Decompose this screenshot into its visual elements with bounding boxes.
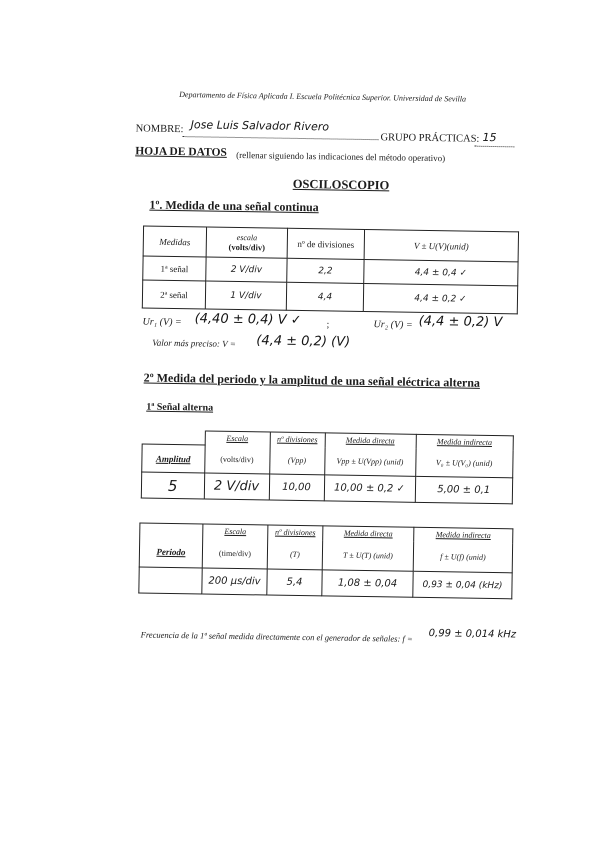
section1-title: 1º. Medida de una señal continua (149, 197, 319, 215)
header-medidas: Medidas (143, 226, 206, 257)
nombre-dotted-line (182, 136, 378, 140)
per-indirecta-unit: f ± U(f) (unid) (413, 541, 512, 573)
section2-subtitle: 1ª Señal alterna (146, 401, 214, 414)
semicolon: ; (326, 319, 330, 331)
ur2-label: Ur₂ (V) = (373, 319, 413, 331)
row1-valor: 4,4 ± 0,4 ✓ (364, 259, 518, 285)
amp-header-directa: Medida directa (325, 433, 416, 448)
amp-header-indirecta: Medida indirecta (416, 434, 514, 450)
amp-ndiv-unit: (Vpp) (269, 446, 324, 475)
amp-header-escala: Escala (205, 431, 270, 446)
header-escala-unit: (volts/div) (228, 241, 266, 253)
period-table (138, 522, 513, 599)
row1-label: 1ª señal (143, 256, 206, 281)
per-value-escala: 200 µs/div (202, 568, 267, 595)
row2-valor: 4,4 ± 0,2 ✓ (363, 283, 517, 313)
row1-escala: 2 V/div (206, 257, 287, 282)
header-divisiones: nº de divisiones (287, 228, 364, 259)
row2-escala: 1 V/div (205, 281, 286, 310)
amp-row-label: Amplitud (142, 444, 205, 473)
amp-directa-unit: Vpp ± U(Vpp) (unid) (324, 447, 415, 476)
ur1-label: Ur₁ (V) = (142, 316, 182, 329)
per-value-empty (139, 567, 202, 594)
per-ndiv-unit: (T) (267, 539, 322, 570)
freq-value: 0,99 ± 0,014 kHz (428, 628, 517, 641)
amp-value-indirecta: 5,00 ± 0,1 (415, 476, 513, 504)
per-empty-corner (140, 523, 203, 538)
per-value-directa: 1,08 ± 0,04 (322, 570, 413, 597)
per-value-indirecta: 0,93 ± 0,04 (kHz) (413, 571, 512, 599)
amp-indirecta-unit: V₀ ± U(V₀) (unid) (415, 448, 513, 478)
amplitude-table (141, 430, 514, 505)
ur1-value: (4,40 ± 0,4) V ✓ (194, 311, 302, 329)
row2-divisiones: 4,4 (286, 282, 363, 311)
per-escala-unit: (time/div) (202, 538, 267, 569)
row2-label: 2ª señal (142, 280, 205, 309)
hoja-note: (rellenar siguiendo las indicaciones del método operativo) (236, 149, 446, 164)
precise-value: (4,4 ± 0,2) (V) (256, 333, 351, 350)
amp-value-label: 5 (141, 472, 204, 499)
table-row (142, 280, 517, 314)
header-escala-label: escala (236, 232, 258, 243)
ur2-value: (4,4 ± 0,2) V (418, 313, 503, 331)
grupo-label: GRUPO PRÁCTICAS: (380, 132, 480, 145)
amp-value-ndiv: 10,00 (269, 474, 324, 501)
nombre-label: NOMBRE: (135, 123, 184, 136)
per-directa-unit: T ± U(T) (unid) (322, 540, 413, 571)
main-title: OSCILOSCOPIO (292, 176, 390, 193)
amp-value-escala: 2 V/div (204, 473, 269, 500)
per-value-ndiv: 5,4 (267, 569, 322, 596)
amp-header-ndiv: nº divisiones (270, 432, 325, 447)
grupo-value: 15 (482, 130, 497, 145)
amp-escala-unit: (volts/div) (204, 445, 269, 474)
table-row (141, 472, 512, 504)
section2-title: 2º Medida del periodo y la amplitud de una señal eléctrica alterna (143, 370, 481, 390)
per-header-ndiv: nº divisiones (268, 525, 323, 540)
row1-divisiones: 2,2 (287, 258, 364, 283)
dc-signal-table (142, 226, 519, 315)
header-valor: V ± U(V)(unid) (364, 229, 518, 261)
department-header: Departamento de Física Aplicada I. Escuela Politécnica Superior. Universidad de Sevilla (179, 90, 467, 104)
per-header-indirecta: Medida indirecta (414, 527, 513, 543)
header-escala (206, 227, 287, 258)
nombre-value: Jose Luis Salvador Rivero (190, 118, 330, 134)
amp-empty-corner (142, 430, 205, 445)
amp-value-directa: 10,00 ± 0,2 ✓ (324, 475, 415, 502)
freq-label: Frecuencia de la 1ª señal medida directamente con el generador de señales: f = (140, 629, 413, 644)
per-header-escala: Escala (203, 524, 268, 539)
precise-label: Valor más preciso: V = (152, 337, 236, 349)
table-row (139, 567, 512, 599)
grupo-dotted-line (474, 146, 514, 148)
hoja-title: HOJA DE DATOS (135, 145, 227, 159)
per-row-label: Periodo (139, 537, 202, 568)
per-header-directa: Medida directa (323, 526, 414, 541)
